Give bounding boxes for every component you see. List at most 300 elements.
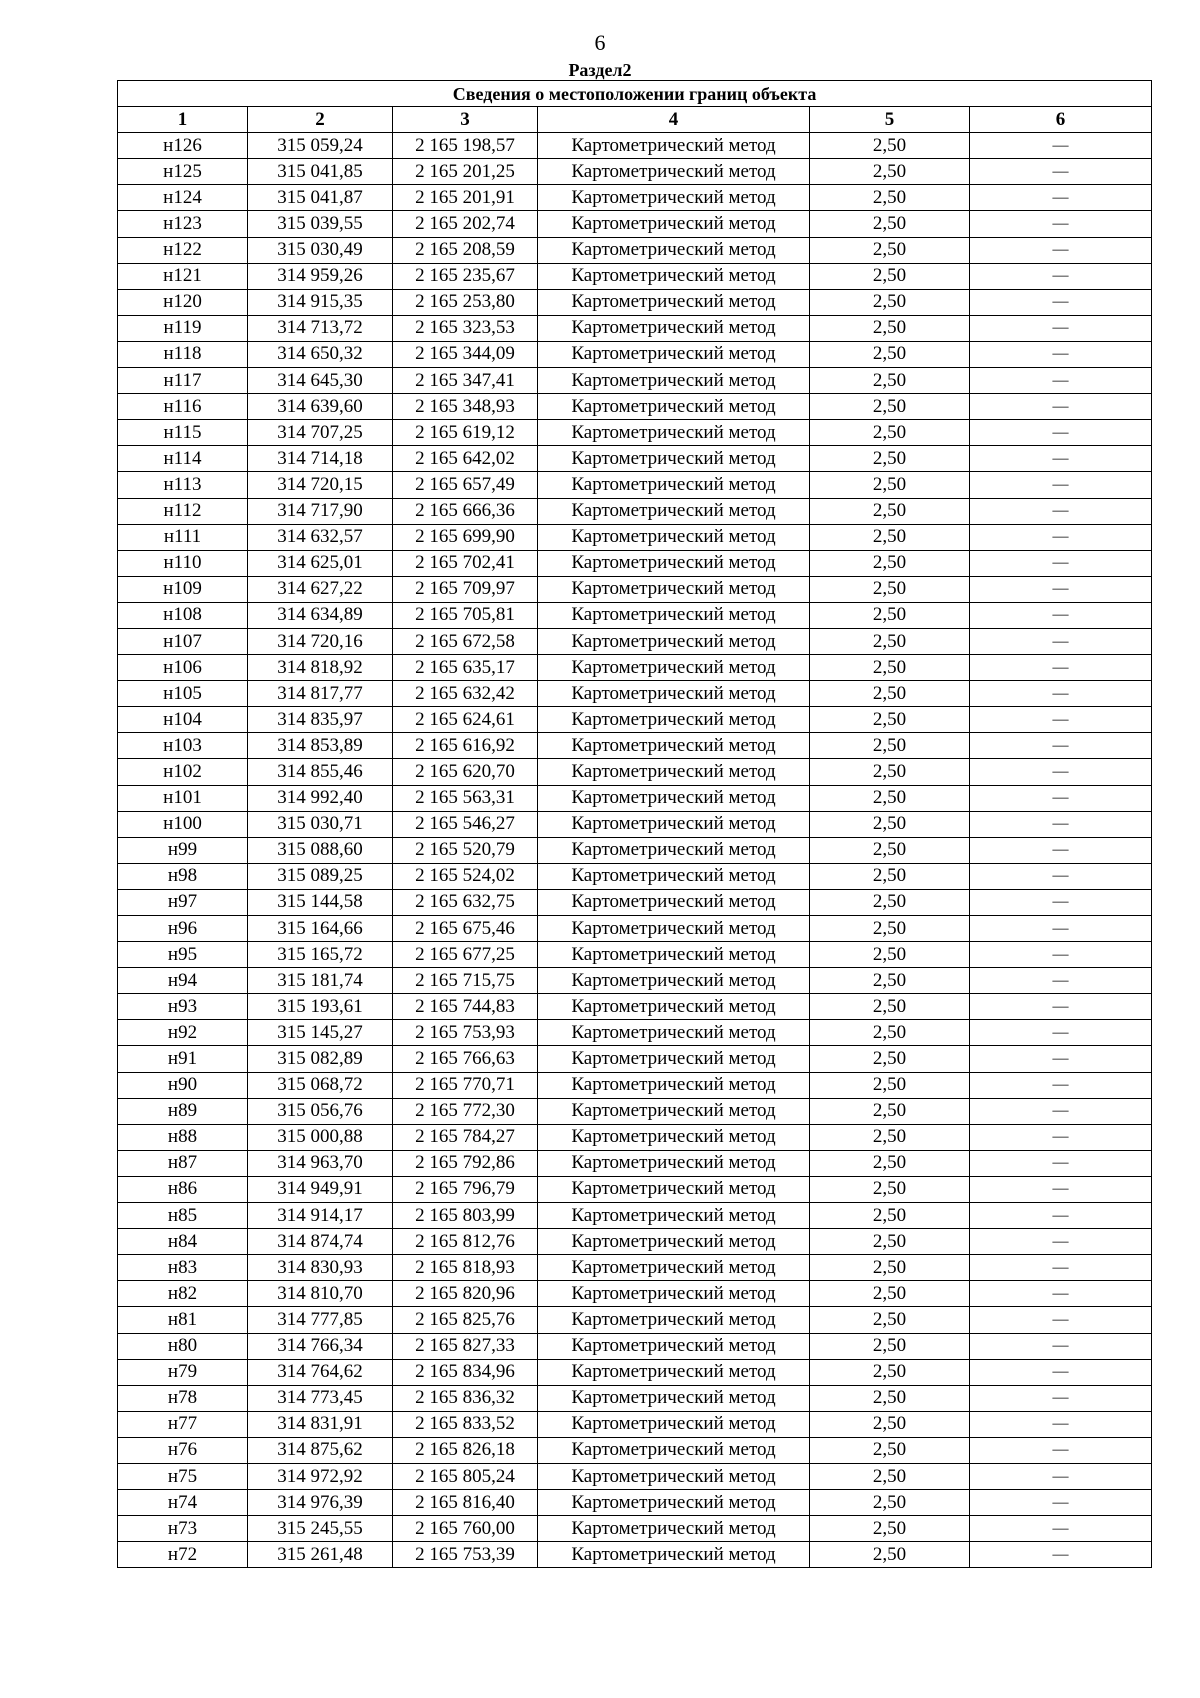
x-coordinate-cell: 314 914,17 [248,1203,393,1229]
description-cell: — [970,707,1152,733]
accuracy-cell: 2,50 [810,1411,970,1437]
method-cell: Картометрический метод [538,681,810,707]
x-coordinate-cell: 314 831,91 [248,1411,393,1437]
column-header: 2 [248,107,393,133]
description-cell: — [970,1463,1152,1489]
accuracy-cell: 2,50 [810,1281,970,1307]
column-header: 6 [970,107,1152,133]
y-coordinate-cell: 2 165 702,41 [393,550,538,576]
accuracy-cell: 2,50 [810,863,970,889]
point-id-cell: н98 [118,863,248,889]
description-cell: — [970,289,1152,315]
method-cell: Картометрический метод [538,602,810,628]
table-row [118,550,1152,576]
table-row [118,837,1152,863]
y-coordinate-cell: 2 165 198,57 [393,133,538,159]
page-number: 6 [594,30,606,55]
point-id-cell: н110 [118,550,248,576]
description-cell: — [970,1020,1152,1046]
method-cell: Картометрический метод [538,785,810,811]
point-id-cell: н85 [118,1203,248,1229]
accuracy-cell: 2,50 [810,550,970,576]
table-row [118,863,1152,889]
method-cell: Картометрический метод [538,524,810,550]
description-cell: — [970,1255,1152,1281]
method-cell: Картометрический метод [538,368,810,394]
y-coordinate-cell: 2 165 784,27 [393,1124,538,1150]
accuracy-cell: 2,50 [810,420,970,446]
accuracy-cell: 2,50 [810,1150,970,1176]
table-caption: Сведения о местоположении границ объекта [118,81,1152,107]
table-row [118,524,1152,550]
y-coordinate-cell: 2 165 753,39 [393,1542,538,1568]
x-coordinate-cell: 314 632,57 [248,524,393,550]
table-row [118,655,1152,681]
accuracy-cell: 2,50 [810,733,970,759]
accuracy-cell: 2,50 [810,133,970,159]
y-coordinate-cell: 2 165 818,93 [393,1255,538,1281]
method-cell: Картометрический метод [538,811,810,837]
column-header: 5 [810,107,970,133]
y-coordinate-cell: 2 165 201,91 [393,185,538,211]
x-coordinate-cell: 315 089,25 [248,863,393,889]
x-coordinate-cell: 314 645,30 [248,368,393,394]
method-cell: Картометрический метод [538,1463,810,1489]
point-id-cell: н113 [118,472,248,498]
point-id-cell: н123 [118,211,248,237]
point-id-cell: н90 [118,1072,248,1098]
description-cell: — [970,263,1152,289]
description-cell: — [970,602,1152,628]
x-coordinate-cell: 314 830,93 [248,1255,393,1281]
table-row [118,1307,1152,1333]
table-row [118,1333,1152,1359]
point-id-cell: н78 [118,1385,248,1411]
point-id-cell: н118 [118,341,248,367]
point-id-cell: н103 [118,733,248,759]
y-coordinate-cell: 2 165 796,79 [393,1176,538,1202]
y-coordinate-cell: 2 165 642,02 [393,446,538,472]
accuracy-cell: 2,50 [810,1333,970,1359]
table-row [118,1542,1152,1568]
method-cell: Картометрический метод [538,759,810,785]
description-cell: — [970,1437,1152,1463]
description-cell: — [970,420,1152,446]
y-coordinate-cell: 2 165 836,32 [393,1385,538,1411]
point-id-cell: н86 [118,1176,248,1202]
table-row [118,1098,1152,1124]
x-coordinate-cell: 314 766,34 [248,1333,393,1359]
table-row [118,394,1152,420]
point-id-cell: н82 [118,1281,248,1307]
y-coordinate-cell: 2 165 834,96 [393,1359,538,1385]
table-row [118,133,1152,159]
table-row [118,1203,1152,1229]
description-cell: — [970,1307,1152,1333]
y-coordinate-cell: 2 165 323,53 [393,315,538,341]
point-id-cell: н84 [118,1229,248,1255]
table-row [118,811,1152,837]
x-coordinate-cell: 315 030,49 [248,237,393,263]
y-coordinate-cell: 2 165 753,93 [393,1020,538,1046]
table-row [118,968,1152,994]
description-cell: — [970,994,1152,1020]
x-coordinate-cell: 314 707,25 [248,420,393,446]
method-cell: Картометрический метод [538,1542,810,1568]
method-cell: Картометрический метод [538,1307,810,1333]
y-coordinate-cell: 2 165 699,90 [393,524,538,550]
method-cell: Картометрический метод [538,420,810,446]
method-cell: Картометрический метод [538,1411,810,1437]
point-id-cell: н77 [118,1411,248,1437]
method-cell: Картометрический метод [538,1385,810,1411]
x-coordinate-cell: 315 082,89 [248,1046,393,1072]
point-id-cell: н120 [118,289,248,315]
method-cell: Картометрический метод [538,1020,810,1046]
y-coordinate-cell: 2 165 672,58 [393,628,538,654]
accuracy-cell: 2,50 [810,368,970,394]
description-cell: — [970,368,1152,394]
accuracy-cell: 2,50 [810,1255,970,1281]
table-header-row [118,107,1152,133]
accuracy-cell: 2,50 [810,942,970,968]
method-cell: Картометрический метод [538,341,810,367]
table-row [118,1385,1152,1411]
accuracy-cell: 2,50 [810,289,970,315]
x-coordinate-cell: 315 164,66 [248,916,393,942]
y-coordinate-cell: 2 165 620,70 [393,759,538,785]
y-coordinate-cell: 2 165 827,33 [393,1333,538,1359]
method-cell: Картометрический метод [538,133,810,159]
method-cell: Картометрический метод [538,1255,810,1281]
y-coordinate-cell: 2 165 715,75 [393,968,538,994]
description-cell: — [970,446,1152,472]
accuracy-cell: 2,50 [810,968,970,994]
description-cell: — [970,524,1152,550]
description-cell: — [970,916,1152,942]
x-coordinate-cell: 314 818,92 [248,655,393,681]
method-cell: Картометрический метод [538,211,810,237]
table-row [118,341,1152,367]
method-cell: Картометрический метод [538,968,810,994]
accuracy-cell: 2,50 [810,341,970,367]
table-row [118,707,1152,733]
description-cell: — [970,472,1152,498]
description-cell: — [970,681,1152,707]
table-row [118,1072,1152,1098]
x-coordinate-cell: 315 041,87 [248,185,393,211]
x-coordinate-cell: 314 764,62 [248,1359,393,1385]
method-cell: Картометрический метод [538,1281,810,1307]
column-header: 4 [538,107,810,133]
description-cell: — [970,863,1152,889]
description-cell: — [970,1203,1152,1229]
y-coordinate-cell: 2 165 744,83 [393,994,538,1020]
description-cell: — [970,185,1152,211]
table-row [118,1437,1152,1463]
description-cell: — [970,785,1152,811]
description-cell: — [970,1072,1152,1098]
table-row [118,1281,1152,1307]
accuracy-cell: 2,50 [810,916,970,942]
description-cell: — [970,1385,1152,1411]
y-coordinate-cell: 2 165 825,76 [393,1307,538,1333]
accuracy-cell: 2,50 [810,263,970,289]
table-row [118,1020,1152,1046]
point-id-cell: н106 [118,655,248,681]
y-coordinate-cell: 2 165 820,96 [393,1281,538,1307]
y-coordinate-cell: 2 165 208,59 [393,237,538,263]
table-row [118,733,1152,759]
method-cell: Картометрический метод [538,863,810,889]
table-row [118,681,1152,707]
point-id-cell: н102 [118,759,248,785]
method-cell: Картометрический метод [538,733,810,759]
y-coordinate-cell: 2 165 826,18 [393,1437,538,1463]
x-coordinate-cell: 314 720,16 [248,628,393,654]
y-coordinate-cell: 2 165 520,79 [393,837,538,863]
method-cell: Картометрический метод [538,942,810,968]
accuracy-cell: 2,50 [810,1359,970,1385]
y-coordinate-cell: 2 165 344,09 [393,341,538,367]
accuracy-cell: 2,50 [810,889,970,915]
table-row [118,1046,1152,1072]
table-row [118,1516,1152,1542]
y-coordinate-cell: 2 165 348,93 [393,394,538,420]
point-id-cell: н76 [118,1437,248,1463]
method-cell: Картометрический метод [538,498,810,524]
description-cell: — [970,1490,1152,1516]
table-row [118,1490,1152,1516]
method-cell: Картометрический метод [538,576,810,602]
description-cell: — [970,211,1152,237]
description-cell: — [970,1098,1152,1124]
point-id-cell: н91 [118,1046,248,1072]
column-header: 1 [118,107,248,133]
y-coordinate-cell: 2 165 347,41 [393,368,538,394]
y-coordinate-cell: 2 165 635,17 [393,655,538,681]
x-coordinate-cell: 314 627,22 [248,576,393,602]
table-body [118,133,1152,1568]
y-coordinate-cell: 2 165 546,27 [393,811,538,837]
description-cell: — [970,133,1152,159]
x-coordinate-cell: 315 041,85 [248,159,393,185]
point-id-cell: н93 [118,994,248,1020]
boundary-coordinates-table [117,80,1152,1568]
accuracy-cell: 2,50 [810,759,970,785]
method-cell: Картометрический метод [538,1203,810,1229]
x-coordinate-cell: 315 039,55 [248,211,393,237]
table-row [118,942,1152,968]
description-cell: — [970,498,1152,524]
y-coordinate-cell: 2 165 705,81 [393,602,538,628]
description-cell: — [970,1359,1152,1385]
y-coordinate-cell: 2 165 766,63 [393,1046,538,1072]
point-id-cell: н89 [118,1098,248,1124]
method-cell: Картометрический метод [538,1359,810,1385]
table-row [118,185,1152,211]
point-id-cell: н122 [118,237,248,263]
accuracy-cell: 2,50 [810,811,970,837]
x-coordinate-cell: 315 056,76 [248,1098,393,1124]
description-cell: — [970,237,1152,263]
method-cell: Картометрический метод [538,1333,810,1359]
table-caption-row [118,81,1152,107]
x-coordinate-cell: 314 714,18 [248,446,393,472]
accuracy-cell: 2,50 [810,1385,970,1411]
method-cell: Картометрический метод [538,707,810,733]
table-row [118,315,1152,341]
y-coordinate-cell: 2 165 760,00 [393,1516,538,1542]
description-cell: — [970,1411,1152,1437]
method-cell: Картометрический метод [538,159,810,185]
accuracy-cell: 2,50 [810,185,970,211]
method-cell: Картометрический метод [538,1516,810,1542]
description-cell: — [970,1150,1152,1176]
description-cell: — [970,576,1152,602]
method-cell: Картометрический метод [538,1229,810,1255]
table-row [118,472,1152,498]
point-id-cell: н92 [118,1020,248,1046]
description-cell: — [970,1542,1152,1568]
table-row [118,628,1152,654]
description-cell: — [970,1046,1152,1072]
x-coordinate-cell: 314 625,01 [248,550,393,576]
point-id-cell: н117 [118,368,248,394]
point-id-cell: н104 [118,707,248,733]
accuracy-cell: 2,50 [810,1437,970,1463]
accuracy-cell: 2,50 [810,211,970,237]
y-coordinate-cell: 2 165 805,24 [393,1463,538,1489]
accuracy-cell: 2,50 [810,1203,970,1229]
y-coordinate-cell: 2 165 803,99 [393,1203,538,1229]
accuracy-cell: 2,50 [810,1307,970,1333]
x-coordinate-cell: 315 193,61 [248,994,393,1020]
description-cell: — [970,1333,1152,1359]
point-id-cell: н109 [118,576,248,602]
description-cell: — [970,1516,1152,1542]
x-coordinate-cell: 315 088,60 [248,837,393,863]
y-coordinate-cell: 2 165 709,97 [393,576,538,602]
point-id-cell: н95 [118,942,248,968]
accuracy-cell: 2,50 [810,1072,970,1098]
method-cell: Картометрический метод [538,1046,810,1072]
table-row [118,916,1152,942]
method-cell: Картометрический метод [538,550,810,576]
accuracy-cell: 2,50 [810,1516,970,1542]
description-cell: — [970,1176,1152,1202]
accuracy-cell: 2,50 [810,837,970,863]
description-cell: — [970,159,1152,185]
y-coordinate-cell: 2 165 201,25 [393,159,538,185]
description-cell: — [970,394,1152,420]
accuracy-cell: 2,50 [810,707,970,733]
description-cell: — [970,655,1152,681]
table-row [118,1176,1152,1202]
description-cell: — [970,889,1152,915]
point-id-cell: н94 [118,968,248,994]
point-id-cell: н75 [118,1463,248,1489]
table-row [118,1411,1152,1437]
accuracy-cell: 2,50 [810,159,970,185]
y-coordinate-cell: 2 165 624,61 [393,707,538,733]
table-row [118,1150,1152,1176]
accuracy-cell: 2,50 [810,237,970,263]
method-cell: Картометрический метод [538,1437,810,1463]
x-coordinate-cell: 314 713,72 [248,315,393,341]
method-cell: Картометрический метод [538,1176,810,1202]
description-cell: — [970,1281,1152,1307]
table-row [118,263,1152,289]
method-cell: Картометрический метод [538,994,810,1020]
point-id-cell: н119 [118,315,248,341]
method-cell: Картометрический метод [538,472,810,498]
y-coordinate-cell: 2 165 619,12 [393,420,538,446]
accuracy-cell: 2,50 [810,681,970,707]
description-cell: — [970,837,1152,863]
y-coordinate-cell: 2 165 202,74 [393,211,538,237]
point-id-cell: н97 [118,889,248,915]
y-coordinate-cell: 2 165 675,46 [393,916,538,942]
accuracy-cell: 2,50 [810,655,970,681]
y-coordinate-cell: 2 165 524,02 [393,863,538,889]
accuracy-cell: 2,50 [810,498,970,524]
point-id-cell: н111 [118,524,248,550]
point-id-cell: н88 [118,1124,248,1150]
point-id-cell: н107 [118,628,248,654]
method-cell: Картометрический метод [538,628,810,654]
point-id-cell: н81 [118,1307,248,1333]
accuracy-cell: 2,50 [810,394,970,420]
accuracy-cell: 2,50 [810,602,970,628]
x-coordinate-cell: 315 000,88 [248,1124,393,1150]
y-coordinate-cell: 2 165 677,25 [393,942,538,968]
point-id-cell: н83 [118,1255,248,1281]
x-coordinate-cell: 314 875,62 [248,1437,393,1463]
x-coordinate-cell: 315 144,58 [248,889,393,915]
point-id-cell: н100 [118,811,248,837]
point-id-cell: н125 [118,159,248,185]
point-id-cell: н74 [118,1490,248,1516]
description-cell: — [970,811,1152,837]
method-cell: Картометрический метод [538,237,810,263]
x-coordinate-cell: 314 720,15 [248,472,393,498]
table-row [118,1359,1152,1385]
accuracy-cell: 2,50 [810,1046,970,1072]
point-id-cell: н101 [118,785,248,811]
method-cell: Картометрический метод [538,185,810,211]
description-cell: — [970,968,1152,994]
x-coordinate-cell: 314 817,77 [248,681,393,707]
method-cell: Картометрический метод [538,1098,810,1124]
method-cell: Картометрический метод [538,837,810,863]
method-cell: Картометрический метод [538,263,810,289]
table-row [118,446,1152,472]
x-coordinate-cell: 315 059,24 [248,133,393,159]
point-id-cell: н105 [118,681,248,707]
method-cell: Картометрический метод [538,889,810,915]
table-row [118,889,1152,915]
table-row [118,1124,1152,1150]
y-coordinate-cell: 2 165 253,80 [393,289,538,315]
y-coordinate-cell: 2 165 235,67 [393,263,538,289]
point-id-cell: н114 [118,446,248,472]
x-coordinate-cell: 314 835,97 [248,707,393,733]
y-coordinate-cell: 2 165 632,75 [393,889,538,915]
x-coordinate-cell: 314 717,90 [248,498,393,524]
point-id-cell: н99 [118,837,248,863]
point-id-cell: н121 [118,263,248,289]
